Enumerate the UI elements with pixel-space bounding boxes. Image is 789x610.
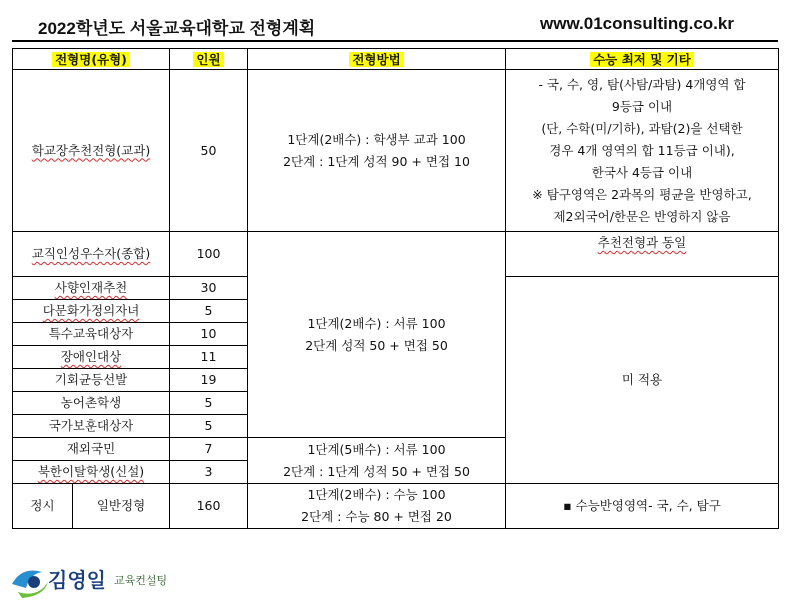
row-name: 특수교육대상자 [13,323,170,346]
row-name: 국가보훈대상자 [13,415,170,438]
row-method: 1단계(2배수) : 학생부 교과 100 2단계 : 1단계 성적 90 + 면접 10 [248,70,506,232]
group-extra: 미 적용 [506,277,779,484]
row-method: 1단계(2배수) : 수능 100 2단계 : 수능 80 + 면접 20 [248,484,506,529]
header-count: 인원 [170,49,248,70]
row-name: 다문화가정의자녀 [13,300,170,323]
header-extra: 수능 최저 및 기타 [506,49,779,70]
row-name: 장애인대상 [13,346,170,369]
row-count: 30 [170,277,248,300]
title-divider [12,40,778,42]
row-category: 정시 [13,484,73,529]
header-method: 전형방법 [248,49,506,70]
row-count: 3 [170,461,248,484]
row-name: 재외국민 [13,438,170,461]
company-logo-icon [8,558,208,602]
logo-name: 김영일 [48,568,106,592]
row-count: 7 [170,438,248,461]
header-type: 전형명(유형) [13,49,170,70]
row-count: 100 [170,232,248,277]
row-name: 사향인재추천 [13,277,170,300]
row-name: 기회균등선발 [13,369,170,392]
row-name: 농어촌학생 [13,392,170,415]
row-name: 학교장추천전형(교과) [13,70,170,232]
row-name: 북한이탈학생(신설) [13,461,170,484]
pair-method: 1단계(5배수) : 서류 100 2단계 : 1단계 성적 50 + 면접 50 [248,438,506,484]
row-extra: 추천전형과 동일 [506,232,779,277]
row-extra: ▪ 수능반영영역- 국, 수, 탐구 [506,484,779,529]
admission-plan-table [12,48,779,529]
row-count: 5 [170,300,248,323]
row-count: 5 [170,392,248,415]
row-count: 11 [170,346,248,369]
page-title: 2022학년도 서울교육대학교 전형계획 [38,19,316,38]
row-count: 10 [170,323,248,346]
row-name: 일반정형 [73,484,170,529]
website-url: www.01consulting.co.kr [540,14,734,33]
row-name: 교직인성우수자(종합) [13,232,170,277]
table-row [13,70,779,232]
row-count: 5 [170,415,248,438]
row-count: 50 [170,70,248,232]
row-count: 19 [170,369,248,392]
table-row [13,484,779,529]
logo-subtitle: 교육컨설팅 [114,574,168,587]
group-method: 1단계(2배수) : 서류 100 2단계 성적 50 + 면접 50 [248,232,506,438]
table-row [13,232,779,277]
row-extra: - 국, 수, 영, 탐(사탐/과탐) 4개영역 합 9등급 이내 (단, 수학(미/기하), 과탐(2)을 선택한 경우 4개 영역의 합 11등급 이내), 한국사 4등급 이내 ※ 탐구영역은 2과목의 평균을 반영하고, 제2외국어/한문은 반영하지 않음 [506,70,779,232]
table-header-row [13,49,779,70]
row-count: 160 [170,484,248,529]
